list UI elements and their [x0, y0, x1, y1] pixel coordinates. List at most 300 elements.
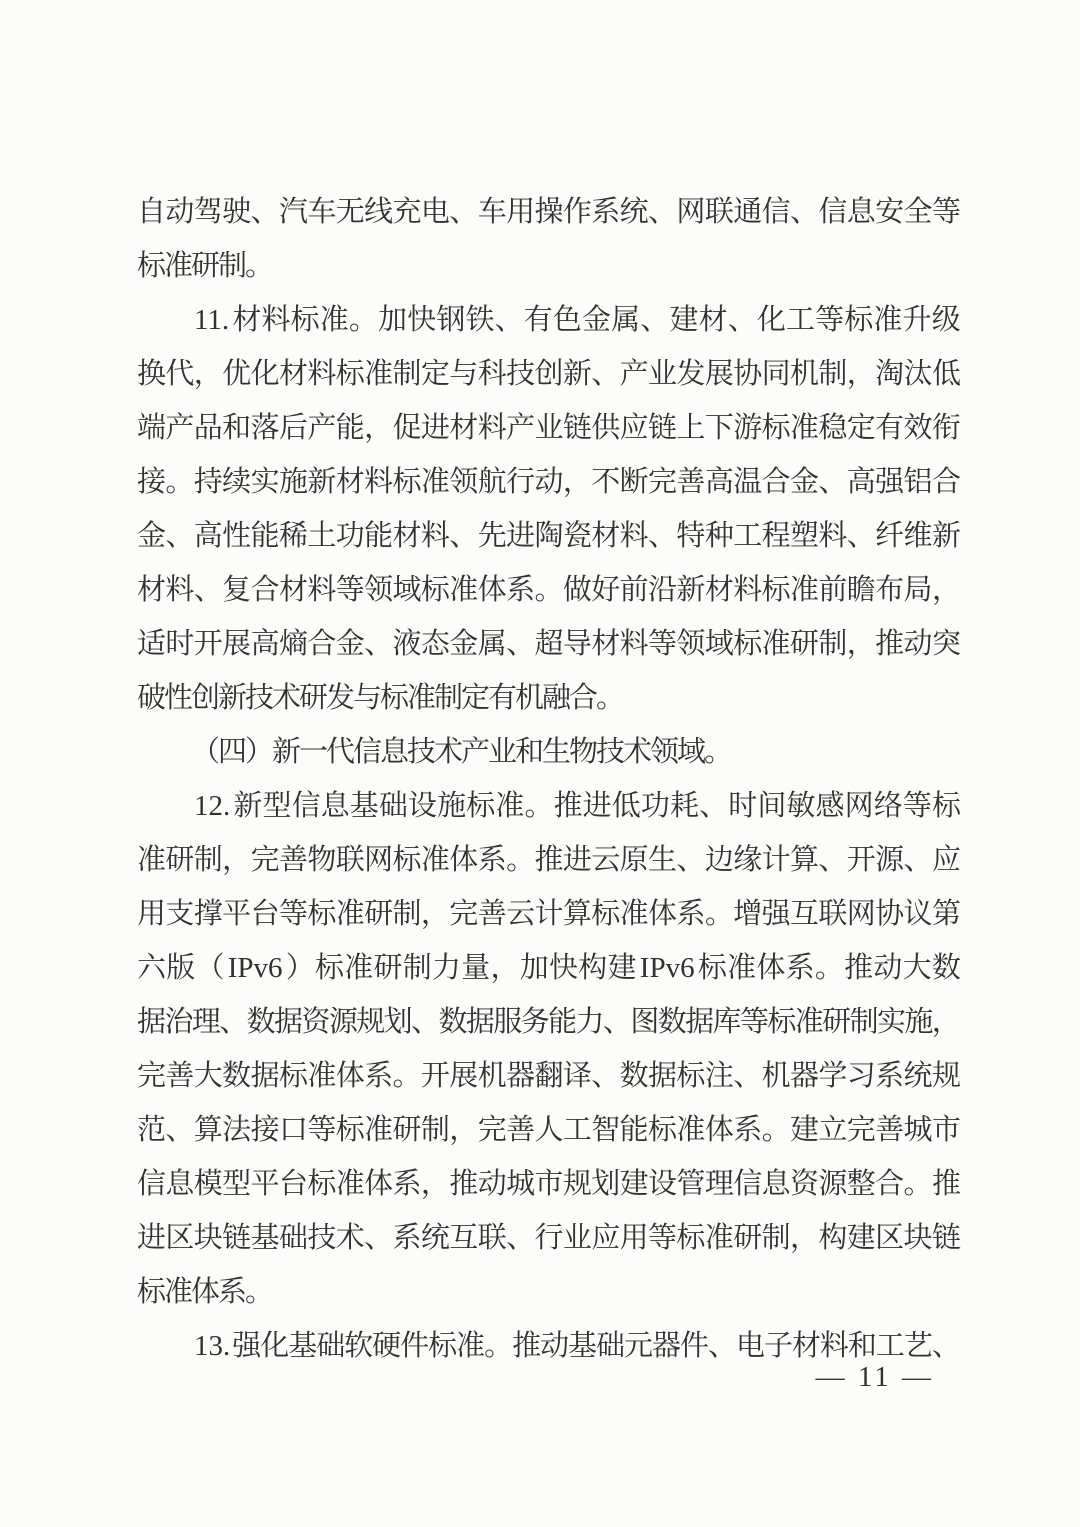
glyph: 型: [262, 790, 292, 822]
glyph: 游: [733, 412, 763, 444]
glyph: 技: [407, 736, 437, 768]
glyph: 标: [697, 952, 727, 984]
glyph: 块: [903, 1222, 933, 1254]
glyph: 体: [364, 1168, 394, 1200]
glyph: 领: [650, 736, 680, 768]
glyph: 电: [420, 196, 450, 228]
glyph: 。: [704, 898, 734, 930]
glyph: 定: [420, 358, 450, 390]
glyph: 施: [437, 790, 467, 822]
glyph: 等: [307, 1114, 337, 1146]
glyph: 设: [648, 1168, 678, 1200]
glyph: 准: [456, 1330, 486, 1362]
glyph: 、: [727, 304, 757, 336]
glyph: 据: [274, 1006, 304, 1038]
glyph: 进: [582, 790, 612, 822]
glyph: 息: [380, 736, 410, 768]
glyph: 协: [733, 358, 763, 390]
glyph: 互: [449, 1222, 479, 1254]
glyph: 业: [534, 412, 564, 444]
glyph: 新: [272, 736, 302, 768]
glyph: 属: [477, 628, 507, 660]
glyph: 级: [931, 304, 961, 336]
glyph: 高: [704, 466, 734, 498]
glyph: 、: [364, 628, 394, 660]
glyph: 能: [364, 520, 394, 552]
glyph: 器: [789, 1060, 819, 1092]
glyph: 高: [193, 520, 223, 552]
glyph: 合: [307, 628, 337, 660]
glyph: 材: [392, 520, 422, 552]
glyph: 布: [875, 574, 905, 606]
glyph: 间: [757, 790, 787, 822]
glyph: 快: [407, 304, 437, 336]
glyph: 、: [165, 520, 195, 552]
glyph: 操: [534, 196, 564, 228]
glyph: 设: [408, 790, 438, 822]
glyph: 标: [392, 844, 422, 876]
glyph: 材: [704, 574, 734, 606]
glyph: 动: [477, 1168, 507, 1200]
glyph: 准: [495, 790, 525, 822]
glyph: 技: [596, 736, 626, 768]
glyph: 机: [515, 682, 545, 714]
glyph: 子: [763, 1330, 793, 1362]
glyph: ，: [420, 1168, 450, 1200]
glyph: 信: [733, 1168, 763, 1200]
glyph: 合: [761, 466, 791, 498]
glyph: 译: [562, 1060, 592, 1092]
glyph: 功: [640, 790, 670, 822]
glyph: 动: [534, 466, 564, 498]
glyph: 体: [648, 898, 678, 930]
glyph: 化: [260, 1330, 290, 1362]
glyph: 能: [335, 412, 365, 444]
glyph: 增: [733, 898, 763, 930]
glyph: 推: [844, 952, 874, 984]
glyph: 先: [477, 520, 507, 552]
glyph: 制: [434, 682, 464, 714]
glyph: 复: [222, 574, 252, 606]
glyph: 动: [873, 952, 903, 984]
glyph: 信: [137, 1168, 167, 1200]
glyph: 料: [477, 412, 507, 444]
text-line: [138, 293, 960, 347]
glyph: 域: [392, 574, 422, 606]
glyph: 算: [789, 844, 819, 876]
text-line: [138, 1103, 960, 1157]
text-line: [138, 887, 960, 941]
glyph: 汽: [278, 196, 308, 228]
glyph: 研: [392, 1114, 422, 1146]
glyph: 导: [562, 628, 592, 660]
glyph: 时: [728, 790, 758, 822]
glyph: 物: [569, 736, 599, 768]
glyph: 系: [591, 196, 621, 228]
glyph: 创: [534, 358, 564, 390]
glyph: 研: [733, 1222, 763, 1254]
glyph: 土: [307, 520, 337, 552]
glyph: 耗: [670, 790, 700, 822]
glyph: 推: [449, 1168, 479, 1200]
glyph: 新: [233, 790, 263, 822]
glyph: 型: [222, 1168, 252, 1200]
glyph: 车: [477, 196, 507, 228]
glyph: 加: [519, 952, 549, 984]
glyph: 研: [299, 682, 329, 714]
glyph: 等: [902, 790, 932, 822]
glyph: ，: [490, 952, 520, 984]
glyph: 沿: [648, 574, 678, 606]
glyph: ，: [789, 1222, 819, 1254]
glyph: 准: [307, 1060, 337, 1092]
glyph: 标: [648, 1114, 678, 1146]
glyph: 持: [193, 466, 223, 498]
glyph: 电: [735, 1330, 765, 1362]
glyph: 高: [846, 466, 876, 498]
glyph: 后: [278, 412, 308, 444]
glyph: 标: [335, 1114, 365, 1146]
glyph: 适: [137, 628, 167, 660]
glyph: 动: [540, 1330, 570, 1362]
glyph: 。: [596, 682, 626, 714]
glyph: （: [191, 736, 221, 768]
glyph: 线: [364, 196, 394, 228]
glyph: 联: [335, 844, 365, 876]
glyph: 用: [506, 196, 536, 228]
glyph: 应: [591, 1222, 621, 1254]
glyph: 体: [449, 844, 479, 876]
glyph: 注: [704, 1060, 734, 1092]
glyph: 规: [931, 1060, 961, 1092]
glyph: 源: [875, 844, 905, 876]
text-line: [138, 833, 960, 887]
glyph: 动: [903, 628, 933, 660]
glyph: 学: [818, 1060, 848, 1092]
glyph: 超: [534, 628, 564, 660]
glyph: 建: [789, 1114, 819, 1146]
glyph: 合: [931, 466, 961, 498]
glyph: 力: [432, 952, 462, 984]
glyph: 整: [846, 1168, 876, 1200]
glyph: 标: [278, 1060, 308, 1092]
glyph: IPv6: [639, 952, 695, 984]
glyph: 、: [165, 1114, 195, 1146]
glyph: 合: [250, 574, 280, 606]
glyph: 发: [326, 682, 356, 714]
text-line: [138, 617, 960, 671]
glyph: 制: [420, 1114, 450, 1146]
glyph: 法: [222, 1114, 252, 1146]
glyph: 准: [319, 304, 349, 336]
glyph: 料: [165, 574, 195, 606]
glyph: 工: [562, 1114, 592, 1146]
glyph: 通: [733, 196, 763, 228]
glyph: 、: [789, 196, 819, 228]
glyph: 准: [873, 304, 903, 336]
glyph: 。: [165, 466, 195, 498]
glyph: 制: [761, 1222, 791, 1254]
glyph: 准: [364, 1114, 394, 1146]
glyph: 。: [814, 952, 844, 984]
text-line: [138, 779, 960, 833]
glyph: 翻: [534, 1060, 564, 1092]
glyph: 料: [818, 520, 848, 552]
glyph: 库: [712, 1006, 742, 1038]
glyph: 产: [461, 736, 491, 768]
glyph: 据: [648, 1060, 678, 1092]
glyph: 市: [534, 1168, 564, 1200]
glyph: 体: [704, 1114, 734, 1146]
glyph: 瞻: [846, 574, 876, 606]
glyph: 料: [733, 574, 763, 606]
glyph: 驾: [193, 196, 223, 228]
glyph: 升: [902, 304, 932, 336]
glyph: 新: [931, 520, 961, 552]
glyph: 熵: [278, 628, 308, 660]
glyph: 发: [676, 358, 706, 390]
glyph: 立: [818, 1114, 848, 1146]
glyph: 、: [733, 1060, 763, 1092]
glyph: 、: [676, 844, 706, 876]
glyph: 、: [449, 196, 479, 228]
glyph: 推: [512, 1330, 542, 1362]
glyph: 完: [477, 1114, 507, 1146]
glyph: 。: [245, 1276, 275, 1308]
glyph: 属: [611, 304, 641, 336]
glyph: 生: [542, 736, 572, 768]
glyph: 13.: [194, 1330, 231, 1362]
glyph: 构: [578, 952, 608, 984]
glyph: 息: [761, 1168, 791, 1200]
glyph: 域: [704, 628, 734, 660]
glyph: 材: [698, 304, 728, 336]
glyph: 开: [846, 844, 876, 876]
glyph: ）: [285, 952, 315, 984]
glyph: 完: [449, 898, 479, 930]
glyph: （: [195, 952, 225, 984]
glyph: 规: [562, 1168, 592, 1200]
glyph: 生: [648, 844, 678, 876]
glyph: ，: [846, 358, 876, 390]
glyph: 端: [137, 412, 167, 444]
glyph: 习: [846, 1060, 876, 1092]
glyph: 创: [191, 682, 221, 714]
glyph: 础: [278, 1222, 308, 1254]
glyph: 据: [250, 1060, 280, 1092]
glyph: 自: [137, 196, 167, 228]
glyph: 准: [420, 466, 450, 498]
glyph: 建: [607, 952, 637, 984]
glyph: 基: [349, 790, 379, 822]
glyph: 系: [875, 1060, 905, 1092]
glyph: 息: [165, 1168, 195, 1200]
glyph: 建: [619, 1168, 649, 1200]
glyph: 钢: [436, 304, 466, 336]
glyph: 淘: [875, 358, 905, 390]
glyph: 计: [761, 844, 791, 876]
text-line: [138, 995, 960, 1049]
glyph: 特: [676, 520, 706, 552]
glyph: 稀: [278, 520, 308, 552]
glyph: 准: [364, 358, 394, 390]
glyph: 划: [591, 1168, 621, 1200]
glyph: 业: [488, 736, 518, 768]
glyph: 准: [619, 898, 649, 930]
glyph: 化: [250, 358, 280, 390]
glyph: 管: [676, 1168, 706, 1200]
glyph: 制: [392, 358, 422, 390]
glyph: 善: [477, 898, 507, 930]
glyph: 器: [506, 1060, 536, 1092]
glyph: 制: [818, 358, 848, 390]
glyph: ，: [931, 574, 961, 606]
glyph: 器: [652, 1330, 682, 1362]
glyph: 材: [591, 520, 621, 552]
glyph: 材: [335, 466, 365, 498]
glyph: 展: [222, 628, 252, 660]
glyph: 工: [733, 520, 763, 552]
glyph: 稳: [818, 412, 848, 444]
glyph: 和: [515, 736, 545, 768]
glyph: 材: [791, 1330, 821, 1362]
glyph: 量: [461, 952, 491, 984]
glyph: 础: [316, 1330, 346, 1362]
text-line: [138, 1265, 960, 1319]
glyph: 等: [648, 1222, 678, 1254]
glyph: 标: [137, 250, 167, 282]
glyph: 等: [931, 196, 961, 228]
glyph: 口: [278, 1114, 308, 1146]
glyph: 接: [137, 466, 167, 498]
glyph: 、: [818, 466, 848, 498]
glyph: 融: [542, 682, 572, 714]
glyph: 产: [307, 412, 337, 444]
glyph: 、: [707, 1330, 737, 1362]
glyph: 联: [704, 196, 734, 228]
glyph: 进: [506, 520, 536, 552]
glyph: 料: [420, 520, 450, 552]
glyph: 机: [477, 1060, 507, 1092]
glyph: IPv6: [227, 952, 283, 984]
glyph: 准: [727, 952, 757, 984]
glyph: 、: [250, 196, 280, 228]
glyph: 金: [335, 628, 365, 660]
glyph: 铁: [465, 304, 495, 336]
text-line: [138, 401, 960, 455]
glyph: 建: [669, 304, 699, 336]
glyph: 、: [846, 520, 876, 552]
glyph: 技: [307, 1222, 337, 1254]
glyph: 、: [364, 1222, 394, 1254]
glyph: 展: [704, 358, 734, 390]
glyph: 资: [301, 1006, 331, 1038]
glyph: 进: [137, 1222, 167, 1254]
glyph: 强: [875, 466, 905, 498]
glyph: 落: [250, 412, 280, 444]
glyph: 色: [552, 304, 582, 336]
glyph: 代: [326, 736, 356, 768]
glyph: 城: [903, 1114, 933, 1146]
glyph: 理: [191, 1006, 221, 1038]
glyph: 。: [761, 1114, 791, 1146]
glyph: 市: [931, 1114, 961, 1146]
glyph: 准: [789, 412, 819, 444]
glyph: 据: [137, 1006, 167, 1038]
glyph: 与: [353, 682, 383, 714]
glyph: 汰: [903, 358, 933, 390]
glyph: 实: [250, 466, 280, 498]
glyph: 术: [272, 682, 302, 714]
glyph: 强: [761, 898, 791, 930]
glyph: 陶: [534, 520, 564, 552]
glyph: 四: [218, 736, 248, 768]
glyph: 术: [335, 1222, 365, 1254]
glyph: 推: [534, 844, 564, 876]
glyph: 业: [562, 1222, 592, 1254]
text-line: [138, 1049, 960, 1103]
glyph: 数: [246, 1006, 276, 1038]
glyph: 航: [477, 466, 507, 498]
glyph: ，: [193, 358, 223, 390]
glyph: 完: [648, 466, 678, 498]
glyph: 料: [819, 1330, 849, 1362]
glyph: 议: [903, 898, 933, 930]
text-line: [138, 347, 960, 401]
glyph: 用: [619, 1222, 649, 1254]
glyph: 技: [506, 358, 536, 390]
glyph: 区: [165, 1222, 195, 1254]
glyph: 和: [222, 412, 252, 444]
glyph: 准: [420, 844, 450, 876]
glyph: 料: [307, 574, 337, 606]
glyph: ）: [245, 736, 275, 768]
glyph: 统: [420, 1222, 450, 1254]
glyph: 料: [364, 466, 394, 498]
glyph: 、: [602, 1006, 632, 1038]
glyph: 。: [903, 1168, 933, 1200]
glyph: 软: [344, 1330, 374, 1362]
glyph: 新: [218, 682, 248, 714]
glyph: 充: [392, 196, 422, 228]
glyph: 大: [902, 952, 932, 984]
text-line: [138, 671, 960, 725]
glyph: 、: [818, 844, 848, 876]
glyph: ，: [562, 466, 592, 498]
glyph: 制: [392, 898, 422, 930]
glyph: 。: [245, 250, 275, 282]
glyph: 。: [524, 790, 554, 822]
glyph: 系: [364, 1060, 394, 1092]
glyph: 局: [903, 574, 933, 606]
glyph: 。: [704, 736, 734, 768]
glyph: 、: [648, 196, 678, 228]
glyph: 、: [699, 790, 729, 822]
glyph: 合: [569, 682, 599, 714]
glyph: 敏: [786, 790, 816, 822]
glyph: 研: [822, 1006, 852, 1038]
glyph: 能: [250, 520, 280, 552]
glyph: 系: [392, 1222, 422, 1254]
glyph: 接: [250, 1114, 280, 1146]
glyph: 材: [137, 574, 167, 606]
glyph: 业: [648, 358, 678, 390]
glyph: 区: [875, 1222, 905, 1254]
glyph: 服: [493, 1006, 523, 1038]
glyph: 开: [420, 1060, 450, 1092]
glyph: 标: [335, 358, 365, 390]
glyph: 工: [786, 304, 816, 336]
